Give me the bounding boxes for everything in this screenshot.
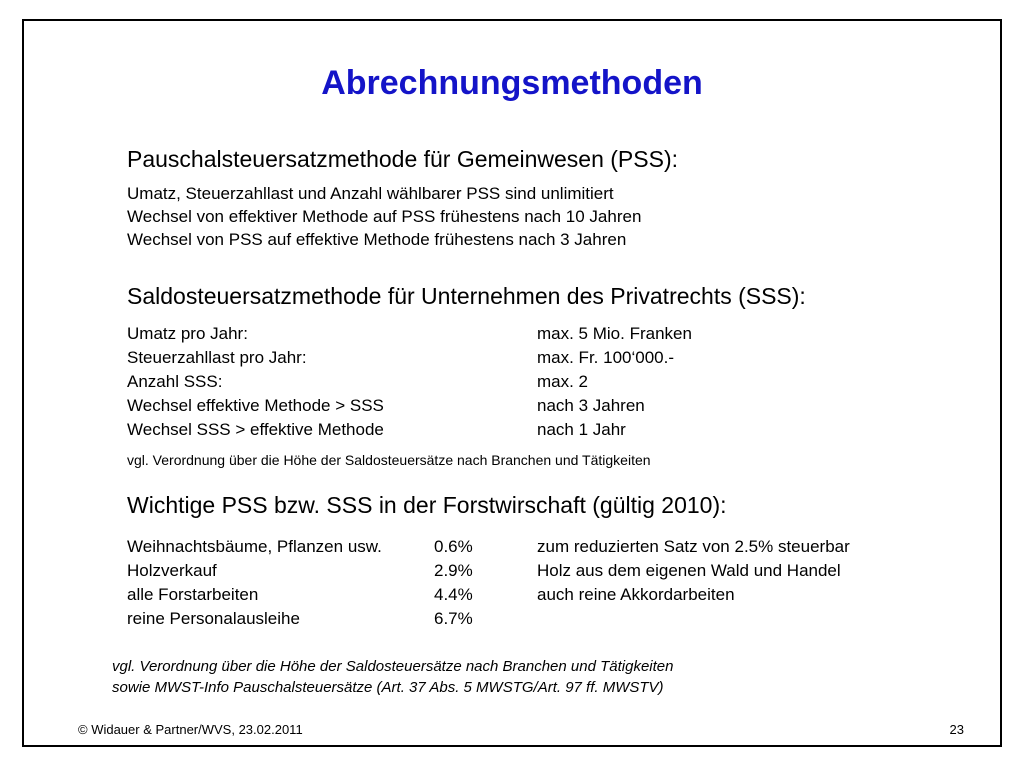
- source-line-1: vgl. Verordnung über die Höhe der Saldosteuersätze nach Branchen und Tätigkeiten: [112, 658, 674, 675]
- pss-heading: Pauschalsteuersatzmethode für Gemeinwesen (PSS):: [127, 146, 678, 172]
- source-line-2: sowie MWST-Info Pauschalsteuersätze (Art. 37 Abs. 5 MWSTG/Art. 97 ff. MWSTV): [112, 679, 664, 696]
- forst-row-rate: 2.9%: [434, 561, 473, 580]
- forst-row-remark: auch reine Akkordarbeiten: [537, 585, 735, 604]
- pss-line-3: Wechsel von PSS auf effektive Methode frühestens nach 3 Jahren: [127, 230, 627, 249]
- sss-row-label: Umatz pro Jahr:: [127, 324, 248, 343]
- sss-row-label: Steuerzahllast pro Jahr:: [127, 348, 307, 367]
- footer-copyright: © Widauer & Partner/WVS, 23.02.2011: [78, 722, 303, 737]
- sss-row-label: Anzahl SSS:: [127, 372, 223, 391]
- forst-heading: Wichtige PSS bzw. SSS in der Forstwirschaft (gültig 2010):: [127, 492, 727, 518]
- forst-row-label: alle Forstarbeiten: [127, 585, 259, 604]
- forst-row-remark: zum reduzierten Satz von 2.5% steuerbar: [537, 537, 850, 556]
- sss-row-value: nach 3 Jahren: [537, 396, 645, 415]
- forst-row-label: Weihnachtsbäume, Pflanzen usw.: [127, 537, 382, 556]
- sss-row-label: Wechsel effektive Methode > SSS: [127, 396, 384, 415]
- forst-row-rate: 0.6%: [434, 537, 473, 556]
- sss-row-value: nach 1 Jahr: [537, 420, 626, 439]
- sss-row-value: max. 2: [537, 372, 589, 391]
- slide-title: Abrechnungsmethoden: [321, 64, 703, 102]
- forst-row-remark: Holz aus dem eigenen Wald und Handel: [537, 561, 841, 580]
- forst-row-label: reine Personalausleihe: [127, 609, 300, 628]
- sss-row-value: max. Fr. 100‘000.-: [537, 348, 675, 367]
- sss-heading: Saldosteuersatzmethode für Unternehmen des Privatrechts (SSS):: [127, 283, 806, 309]
- page-number: 23: [949, 722, 964, 737]
- sss-note: vgl. Verordnung über die Höhe der Saldosteuersätze nach Branchen und Tätigkeiten: [127, 452, 651, 468]
- forst-row-label: Holzverkauf: [127, 561, 217, 580]
- sss-row-label: Wechsel SSS > effektive Methode: [127, 420, 384, 439]
- forst-row-rate: 6.7%: [434, 609, 473, 628]
- sss-row-value: max. 5 Mio. Franken: [537, 324, 692, 343]
- pss-line-2: Wechsel von effektiver Methode auf PSS frühestens nach 10 Jahren: [127, 207, 642, 226]
- forst-row-rate: 4.4%: [434, 585, 473, 604]
- pss-line-1: Umatz, Steuerzahllast und Anzahl wählbarer PSS sind unlimitiert: [127, 184, 614, 203]
